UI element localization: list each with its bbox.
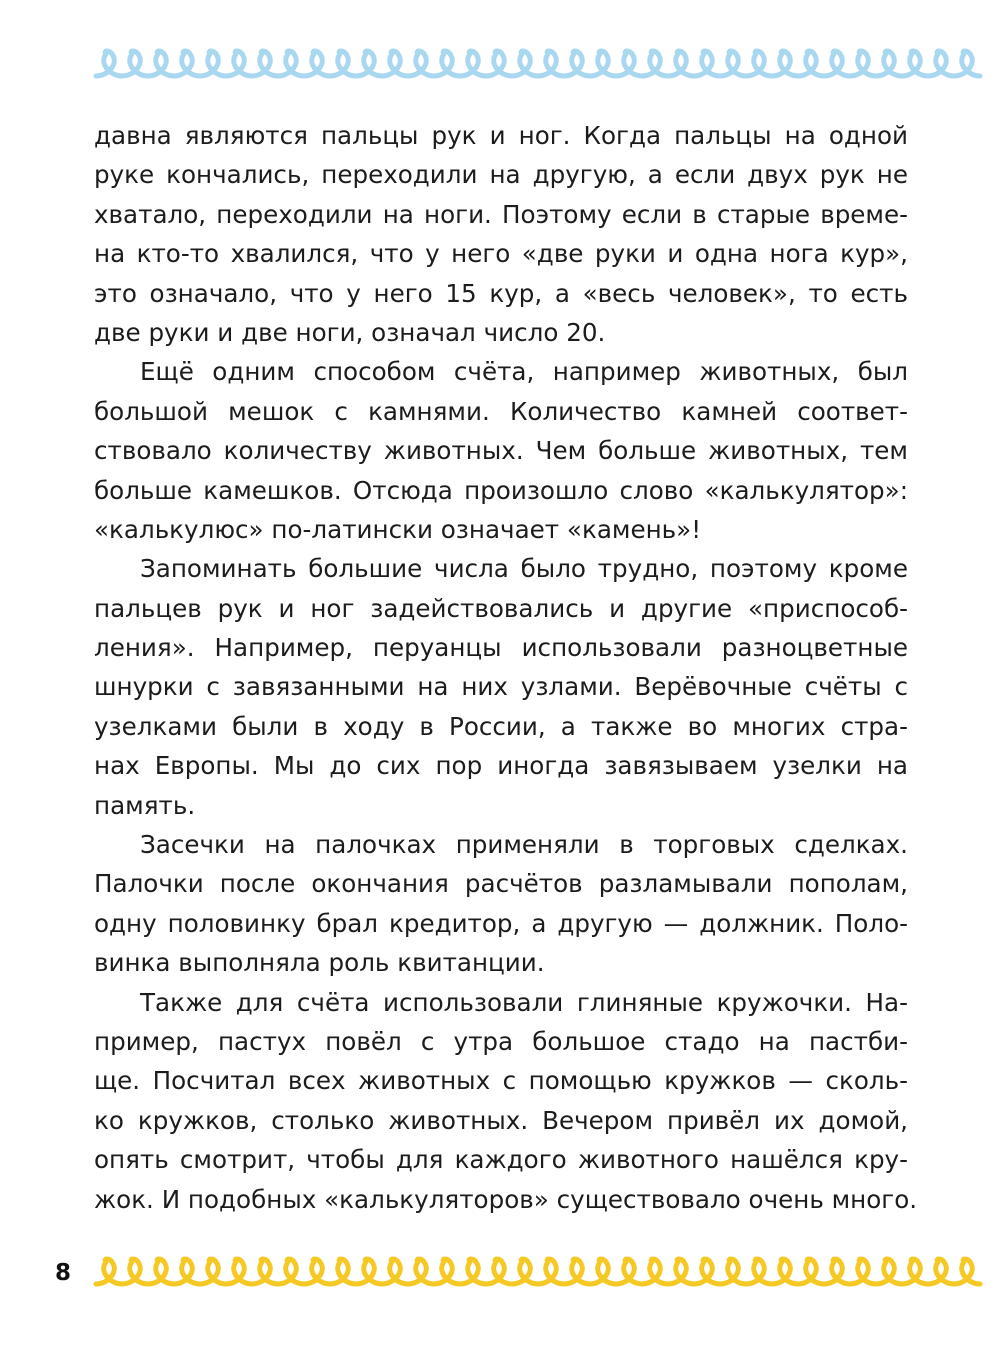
loop-stroke xyxy=(96,1259,980,1284)
text-line: память. xyxy=(94,790,196,820)
loop-stroke xyxy=(96,51,980,76)
text-line: ще. Посчитал всех животных с помощью кружков — сколь- xyxy=(94,1066,908,1096)
text-line: Ещё одним способом счёта, например животных, был xyxy=(140,357,908,387)
text-line: Запоминать большие числа было трудно, поэтому кроме xyxy=(140,554,908,584)
page-number: 8 xyxy=(55,1260,72,1286)
text-line: пальцев рук и ног задействовались и другие «приспособ- xyxy=(94,593,908,623)
text-line: это означало, что у него 15 кур, а «весь человек», то есть xyxy=(94,278,908,308)
body-text xyxy=(94,116,918,1219)
text-line: две руки и две ноги, означал число 20. xyxy=(94,317,606,347)
text-line: опять смотрит, чтобы для каждого животного нашёлся кру- xyxy=(94,1145,908,1175)
text-line: нах Европы. Мы до сих пор иногда завязываем узелки на xyxy=(94,751,908,781)
text-line: руке кончались, переходили на другую, а если двух рук не xyxy=(94,160,908,190)
text-line: «калькулюс» по-латински означает «камень»! xyxy=(94,514,702,544)
text-line: пример, пастух повёл с утра большое стадо на пастби- xyxy=(94,1026,908,1056)
text-line: большой мешок с камнями. Количество камней соответ- xyxy=(94,396,908,426)
text-line: хватало, переходили на ноги. Поэтому если в старые време- xyxy=(94,199,908,229)
text-line: Засечки на палочках применяли в торговых сделках. xyxy=(140,830,908,860)
text-line: Также для счёта использовали глиняные кружочки. На- xyxy=(140,987,908,1017)
text-line: узелками были в ходу в России, а также во многих стра- xyxy=(94,711,908,741)
text-line: ко кружков, столько животных. Вечером привёл их домой, xyxy=(94,1105,908,1135)
text-line: на кто-то хвалился, что у него «две руки и одна нога кур», xyxy=(94,239,908,269)
text-line: давна являются пальцы рук и ног. Когда пальцы на одной xyxy=(94,121,908,150)
text-line: ления». Например, перуанцы использовали разноцветные xyxy=(94,633,908,663)
text-line: одну половинку брал кредитор, а другую — должник. Поло- xyxy=(94,908,908,938)
text-line: жок. И подобных «калькуляторов» существовало очень много. xyxy=(94,1184,918,1214)
text-line: больше камешков. Отсюда произошло слово «калькулятор»: xyxy=(94,475,908,505)
text-line: винка выполняла роль квитанции. xyxy=(94,948,545,978)
bottom-loop-border xyxy=(0,1252,1000,1296)
text-line: ствовало количеству животных. Чем больше животных, тем xyxy=(94,436,908,466)
text-line: Палочки после окончания расчётов разламывали пополам, xyxy=(94,869,908,899)
top-loop-border xyxy=(0,44,1000,88)
text-line: шнурки с завязанными на них узлами. Верёвочные счёты с xyxy=(94,672,908,702)
